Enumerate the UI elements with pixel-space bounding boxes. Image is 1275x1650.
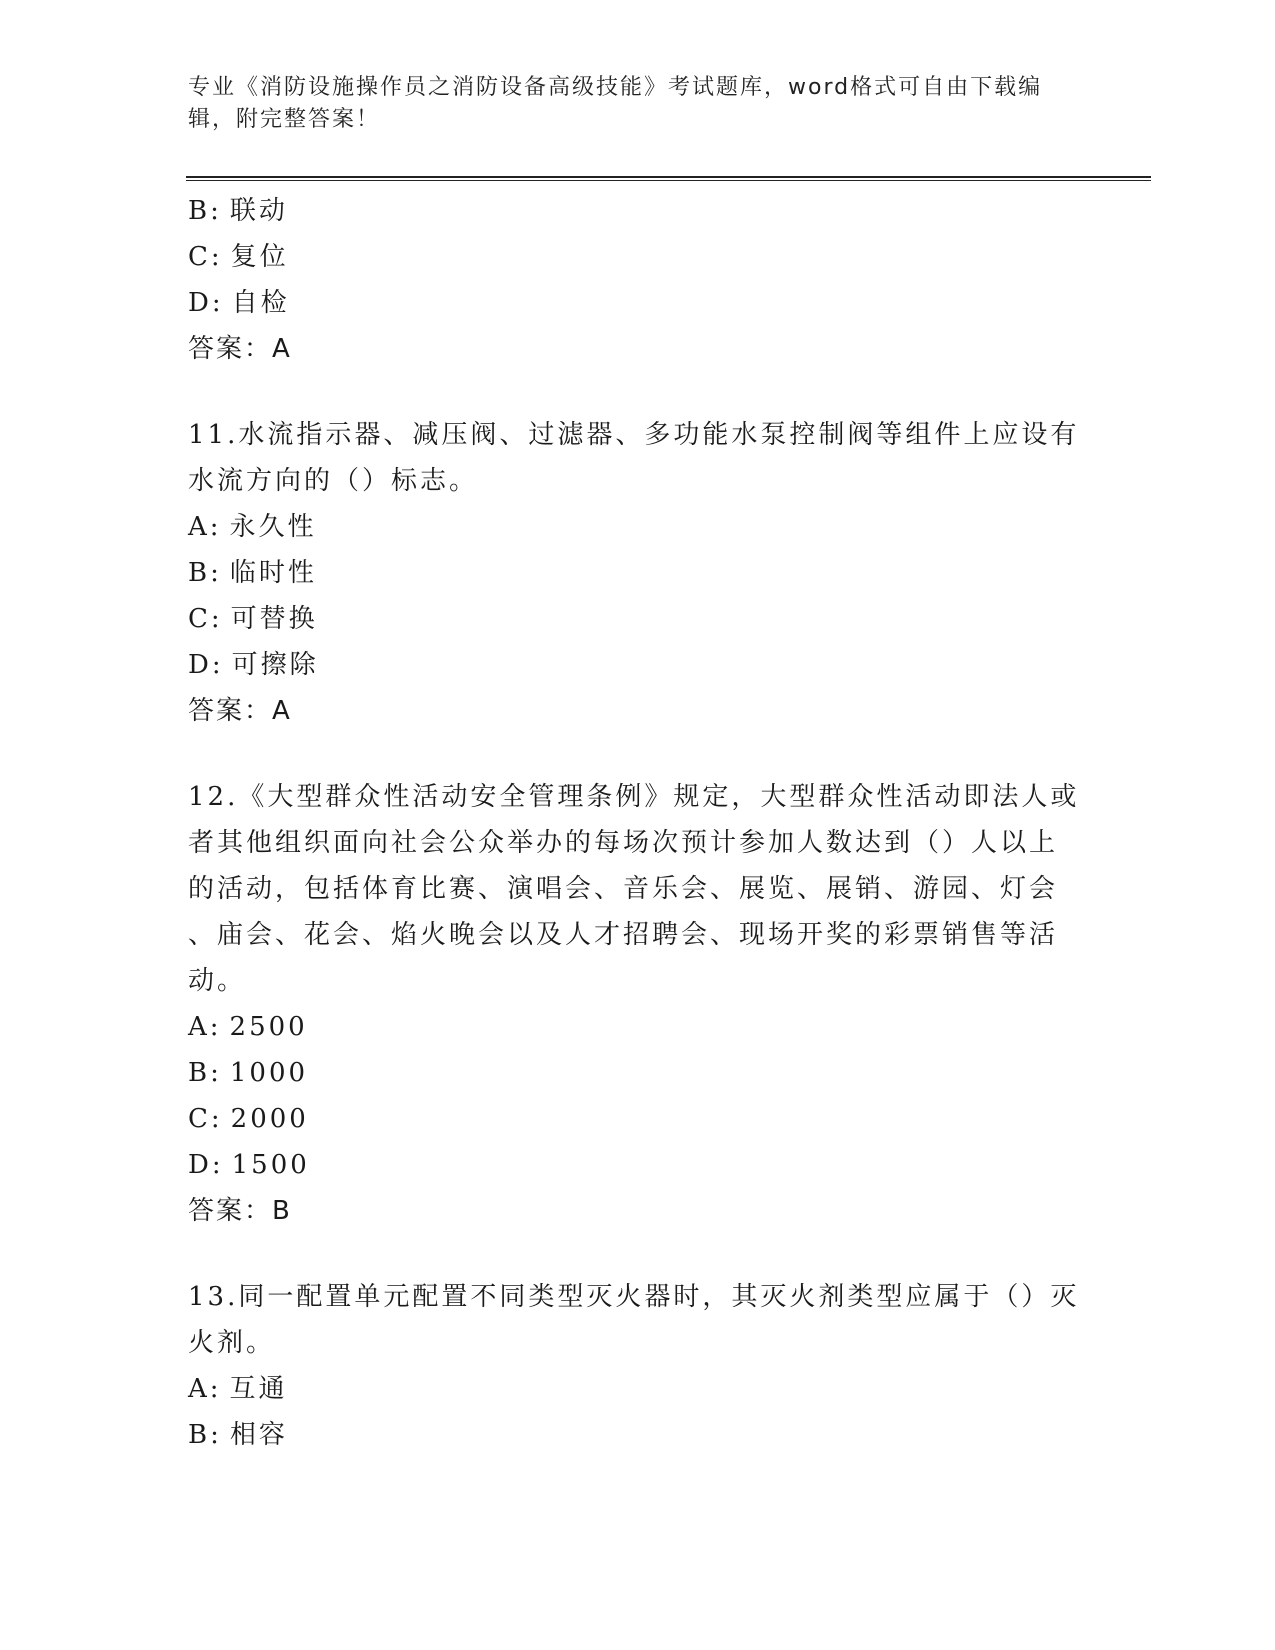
answer-line: 答案：A (188, 696, 292, 726)
option-text: 2000 (230, 1104, 309, 1134)
option-b (188, 1412, 1088, 1458)
option-label: B: (188, 1420, 222, 1450)
option-label: D: (188, 650, 224, 680)
option-text: 可擦除 (231, 650, 319, 680)
question-stem-line: 13.同一配置单元配置不同类型灭火器时，其灭火剂类型应属于（）灭 (188, 1282, 1080, 1312)
header-divider (186, 176, 1151, 181)
option-text: 相容 (229, 1420, 288, 1450)
header-title-line-2: 辑，附完整答案！ (188, 107, 381, 132)
header-title-line-1: 专业《消防设施操作员之消防设备高级技能》考试题库，word格式可自由下载编 (188, 75, 1043, 100)
question-stem-line: 、庙会、花会、焰火晚会以及人才招聘会、现场开奖的彩票销售等活 (188, 920, 1059, 950)
option-label: D: (188, 1150, 224, 1180)
option-label: C: (188, 242, 223, 272)
question-stem-line: 水流方向的（）标志。 (188, 466, 479, 496)
answer-line: 答案：B (188, 1196, 292, 1226)
option-c (188, 234, 1088, 280)
option-text: 1000 (229, 1058, 309, 1088)
question-previous (188, 188, 1088, 372)
option-c (188, 1096, 1088, 1142)
option-label: B: (188, 558, 222, 588)
option-c (188, 596, 1088, 642)
question-list (188, 188, 1088, 1458)
option-text: 复位 (230, 242, 289, 272)
question-13 (188, 1274, 1088, 1458)
option-d (188, 642, 1088, 688)
option-label: D: (188, 288, 224, 318)
option-a (188, 504, 1088, 550)
option-label: A: (188, 1012, 222, 1042)
question-stem-line: 者其他组织面向社会公众举办的每场次预计参加人数达到（）人以上 (188, 828, 1059, 858)
document-header (188, 72, 1068, 136)
option-label: A: (188, 1374, 222, 1404)
question-12 (188, 774, 1088, 1234)
answer-line: 答案：A (188, 334, 292, 364)
option-b (188, 188, 1088, 234)
question-stem-line: 动。 (188, 966, 247, 996)
option-label: B: (188, 1058, 222, 1088)
option-text: 联动 (229, 196, 288, 226)
option-text: 自检 (231, 288, 290, 318)
option-a (188, 1004, 1088, 1050)
option-text: 互通 (229, 1374, 288, 1404)
question-stem-line: 的活动，包括体育比赛、演唱会、音乐会、展览、展销、游园、灯会 (188, 874, 1059, 904)
option-text: 可替换 (230, 604, 318, 634)
option-d (188, 280, 1088, 326)
option-label: A: (188, 512, 222, 542)
option-a (188, 1366, 1088, 1412)
option-label: B: (188, 196, 222, 226)
option-text: 临时性 (229, 558, 317, 588)
option-label: C: (188, 604, 223, 634)
question-11 (188, 412, 1088, 734)
option-d (188, 1142, 1088, 1188)
option-b (188, 1050, 1088, 1096)
question-stem-line: 11.水流指示器、减压阀、过滤器、多功能水泵控制阀等组件上应设有 (188, 420, 1080, 450)
option-text: 永久性 (229, 512, 317, 542)
option-b (188, 550, 1088, 596)
question-stem-line: 火剂。 (188, 1328, 276, 1358)
option-text: 1500 (231, 1150, 310, 1180)
option-text: 2500 (229, 1012, 308, 1042)
question-stem-line: 12.《大型群众性活动安全管理条例》规定，大型群众性活动即法人或 (188, 782, 1080, 812)
option-label: C: (188, 1104, 223, 1134)
